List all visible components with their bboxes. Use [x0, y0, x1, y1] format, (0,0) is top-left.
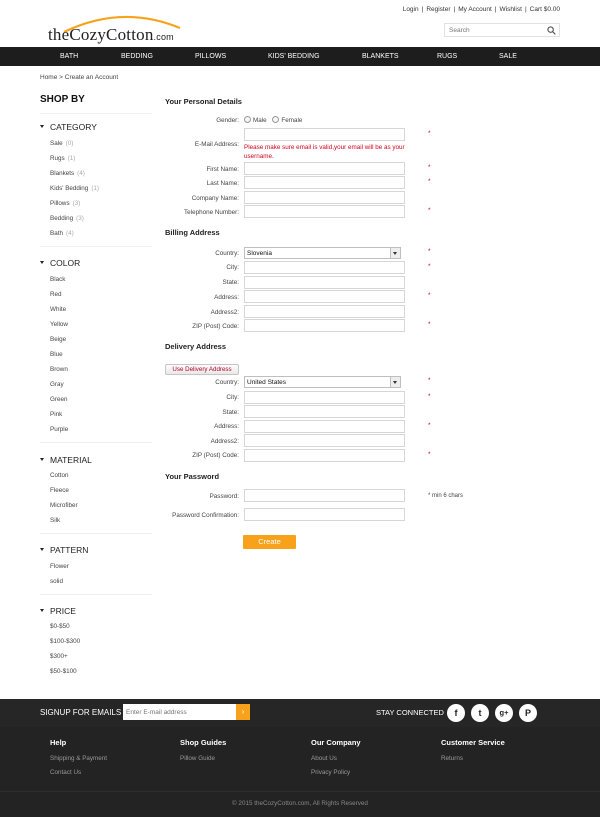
newsletter-email-field[interactable]	[123, 704, 236, 720]
footer-link[interactable]: Contact Us	[50, 769, 82, 776]
filter-category-header[interactable]: CATEGORY	[40, 122, 97, 132]
create-account-button[interactable]: Create	[243, 535, 296, 549]
delivery-state-label: State:	[222, 409, 239, 416]
material-item[interactable]: Silk	[50, 517, 61, 524]
password-confirm-label: Password Confirmation:	[172, 512, 239, 519]
sidebar-filters	[40, 94, 152, 675]
password-input[interactable]	[245, 490, 404, 501]
color-item[interactable]: Red	[50, 291, 62, 298]
required-mark: *	[428, 178, 431, 185]
required-mark: *	[428, 377, 431, 384]
chevron-down-icon	[390, 377, 400, 387]
chevron-down-icon	[390, 248, 400, 258]
footer-link[interactable]: Pillow Guide	[180, 755, 215, 762]
nav-sale[interactable]: SALE	[499, 53, 517, 60]
billing-country-value: Slovenia	[247, 250, 272, 257]
gender-options	[244, 117, 302, 124]
password-confirm-input[interactable]	[245, 509, 404, 520]
required-mark: *	[428, 321, 431, 328]
site-header	[0, 0, 600, 46]
delivery-address2-field[interactable]	[244, 434, 405, 447]
logo-domain: .com	[153, 32, 174, 42]
delivery-state-field[interactable]	[244, 405, 405, 418]
filter-material-header[interactable]: MATERIAL	[40, 455, 92, 465]
nav-blankets[interactable]: BLANKETS	[362, 53, 399, 60]
company-field[interactable]	[244, 191, 405, 204]
price-item[interactable]: $300+	[50, 653, 68, 660]
gender-female-label: Female	[281, 117, 303, 125]
required-mark: *	[428, 451, 431, 458]
newsletter-submit-button[interactable]: ›	[236, 704, 250, 720]
nav-bedding[interactable]: BEDDING	[121, 53, 153, 60]
filter-color-header[interactable]: COLOR	[40, 258, 80, 268]
delivery-zip-label: ZIP (Post) Code:	[192, 452, 239, 459]
first-name-field[interactable]	[244, 162, 405, 175]
password-label: Password:	[209, 493, 239, 500]
color-item[interactable]: Gray	[50, 381, 64, 388]
footer-shop-guides-title: Shop Guides	[180, 738, 227, 747]
link-divider: |	[453, 6, 456, 13]
billing-zip-label: ZIP (Post) Code:	[192, 323, 239, 330]
login-link[interactable]: Login	[402, 6, 419, 13]
required-mark: *	[428, 393, 431, 400]
email-field[interactable]	[244, 128, 405, 141]
footer-customer-service-title: Customer Service	[441, 738, 505, 747]
facebook-icon[interactable]: f	[447, 704, 465, 722]
billing-state-label: State:	[222, 279, 239, 286]
footer-link[interactable]: Returns	[441, 755, 464, 762]
caret-down-icon	[40, 548, 44, 551]
shop-by-title: SHOP BY	[40, 94, 152, 114]
color-item[interactable]: White	[50, 306, 67, 313]
nav-kids-bedding[interactable]: KIDS' BEDDING	[268, 53, 320, 60]
delivery-city-input[interactable]	[245, 392, 404, 403]
email-label: E-Mail Address:	[194, 141, 239, 148]
password-confirm-field[interactable]	[244, 508, 405, 521]
gender-male-label: Male	[253, 117, 267, 125]
color-item[interactable]: Green	[50, 396, 68, 403]
pattern-item[interactable]: Flower	[50, 563, 69, 570]
link-divider: |	[494, 6, 497, 13]
delivery-address-field[interactable]	[244, 420, 405, 433]
first-name-input[interactable]	[245, 163, 404, 174]
price-item[interactable]: $0-$50	[50, 623, 70, 630]
price-item[interactable]: $50-$100	[50, 668, 77, 675]
required-mark: *	[428, 422, 431, 429]
last-name-field[interactable]	[244, 176, 405, 189]
footer-signup-bar	[0, 699, 600, 727]
logo-text: theCozyCotton	[48, 25, 154, 44]
required-mark: *	[428, 164, 431, 171]
billing-address2-field[interactable]	[244, 305, 405, 318]
filter-price-header[interactable]: PRICE	[40, 606, 76, 616]
footer-divider	[0, 791, 600, 792]
email-error-message: Please make sure email is valid,your email will be as your username.	[244, 144, 405, 160]
caret-down-icon	[40, 609, 44, 612]
link-divider: |	[524, 6, 527, 13]
price-item[interactable]: $100-$300	[50, 638, 81, 645]
phone-field[interactable]	[244, 205, 405, 218]
site-footer	[0, 699, 600, 817]
delivery-address2-input[interactable]	[245, 435, 404, 446]
material-item[interactable]: Cotton	[50, 472, 69, 479]
required-mark: *	[428, 207, 431, 214]
company-input[interactable]	[245, 192, 404, 203]
footer-link[interactable]: Privacy Policy	[311, 769, 351, 776]
color-item[interactable]: Pink	[50, 411, 63, 418]
billing-state-field[interactable]	[244, 276, 405, 289]
required-mark: *	[428, 248, 431, 255]
nav-bath[interactable]: BATH	[60, 53, 79, 60]
search-input[interactable]	[445, 24, 541, 36]
material-item[interactable]: Fleece	[50, 487, 69, 494]
billing-country-label: Country:	[215, 250, 239, 257]
color-item[interactable]: Beige	[50, 336, 67, 343]
gender-male-radio[interactable]	[244, 116, 251, 123]
delivery-address-title: Delivery Address	[165, 342, 227, 351]
required-mark: *	[428, 263, 431, 270]
category-item[interactable]: Pillows (3)	[50, 200, 81, 207]
google-plus-icon[interactable]: g+	[495, 704, 513, 722]
twitter-icon[interactable]: t	[471, 704, 489, 722]
delivery-zip-input[interactable]	[245, 450, 404, 461]
billing-state-input[interactable]	[245, 277, 404, 288]
delivery-city-field[interactable]	[244, 391, 405, 404]
sidebar-divider	[40, 533, 152, 534]
link-divider: |	[421, 6, 424, 13]
company-label: Company Name:	[191, 195, 239, 202]
breadcrumb: Home > Create an Account	[40, 74, 119, 81]
first-name-label: First Name:	[206, 166, 239, 173]
signup-label: SIGNUP FOR EMAILS	[40, 708, 122, 717]
my-account-link[interactable]: My Account	[458, 6, 492, 13]
pinterest-icon[interactable]: P	[519, 704, 537, 722]
billing-country-select[interactable]	[244, 247, 401, 259]
caret-down-icon	[40, 125, 44, 128]
required-mark: *	[428, 292, 431, 299]
filter-pattern-header[interactable]: PATTERN	[40, 545, 88, 555]
cart-link[interactable]: Cart $0.00	[529, 6, 560, 13]
search-icon[interactable]	[547, 26, 556, 35]
wishlist-link[interactable]: Wishlist	[499, 6, 522, 13]
color-item[interactable]: Brown	[50, 366, 68, 373]
main-nav	[0, 47, 600, 66]
color-item[interactable]: Blue	[50, 351, 63, 358]
billing-address-title: Billing Address	[165, 228, 220, 237]
gender-female-radio[interactable]	[272, 116, 279, 123]
color-item[interactable]: Purple	[50, 426, 69, 433]
billing-address2-input[interactable]	[245, 306, 404, 317]
sidebar-divider	[40, 442, 152, 443]
sidebar-divider	[40, 594, 152, 595]
delivery-address-label: Address:	[214, 423, 239, 430]
nav-pillows[interactable]: PILLOWS	[195, 53, 227, 60]
phone-label: Telephone Number:	[184, 209, 239, 216]
category-item[interactable]: Sale (0)	[50, 140, 74, 147]
billing-city-label: City:	[226, 264, 239, 271]
search-box	[444, 23, 560, 37]
delivery-country-value: United States	[247, 379, 287, 386]
use-delivery-address-button[interactable]: Use Delivery Address	[165, 364, 239, 375]
category-item[interactable]: Rugs (1)	[50, 155, 76, 162]
billing-zip-field[interactable]	[244, 319, 405, 332]
last-name-input[interactable]	[245, 177, 404, 188]
caret-down-icon	[40, 458, 44, 461]
footer-link[interactable]: Shipping & Payment	[50, 755, 108, 762]
required-mark: *	[428, 130, 431, 137]
password-title: Your Password	[165, 472, 220, 481]
delivery-address2-label: Address2:	[210, 438, 239, 445]
category-item[interactable]: Kids' Bedding (1)	[50, 185, 100, 192]
billing-address-label: Address:	[214, 294, 239, 301]
gender-label: Gender:	[216, 117, 239, 124]
category-item[interactable]: Blankets (4)	[50, 170, 85, 177]
account-links	[400, 6, 560, 13]
color-item[interactable]: Black	[50, 276, 66, 283]
delivery-zip-field[interactable]	[244, 449, 405, 462]
copyright-text: © 2015 theCozyCotton.com, All Rights Reserved	[232, 800, 368, 807]
footer-link[interactable]: About Us	[311, 755, 337, 762]
delivery-address-input[interactable]	[245, 421, 404, 432]
footer-help-title: Help	[50, 738, 67, 747]
phone-input[interactable]	[245, 206, 404, 217]
category-item[interactable]: Bedding (3)	[50, 215, 84, 222]
pattern-item[interactable]: solid	[50, 578, 63, 585]
billing-city-input[interactable]	[245, 262, 404, 273]
nav-rugs[interactable]: RUGS	[437, 53, 458, 60]
last-name-label: Last Name:	[206, 180, 239, 187]
newsletter-email-input[interactable]	[123, 704, 236, 720]
delivery-country-select[interactable]	[244, 376, 401, 388]
sidebar-divider	[40, 246, 152, 247]
personal-details-title: Your Personal Details	[165, 97, 242, 106]
footer-company-title: Our Company	[311, 738, 361, 747]
password-field[interactable]	[244, 489, 405, 502]
billing-address2-label: Address2:	[210, 309, 239, 316]
delivery-city-label: City:	[226, 394, 239, 401]
delivery-country-label: Country:	[215, 379, 239, 386]
register-link[interactable]: Register	[426, 6, 451, 13]
delivery-state-input[interactable]	[245, 406, 404, 417]
password-hint: * min 6 chars	[428, 493, 464, 499]
billing-address-field[interactable]	[244, 290, 405, 303]
site-logo[interactable]	[48, 12, 188, 42]
caret-down-icon	[40, 261, 44, 264]
billing-address-input[interactable]	[245, 291, 404, 302]
color-item[interactable]: Yellow	[50, 321, 68, 328]
email-input[interactable]	[245, 129, 404, 140]
stay-connected-label: STAY CONNECTED	[376, 708, 444, 717]
category-item[interactable]: Bath (4)	[50, 230, 74, 237]
billing-zip-input[interactable]	[245, 320, 404, 331]
material-item[interactable]: Microfiber	[50, 502, 78, 509]
billing-city-field[interactable]	[244, 261, 405, 274]
